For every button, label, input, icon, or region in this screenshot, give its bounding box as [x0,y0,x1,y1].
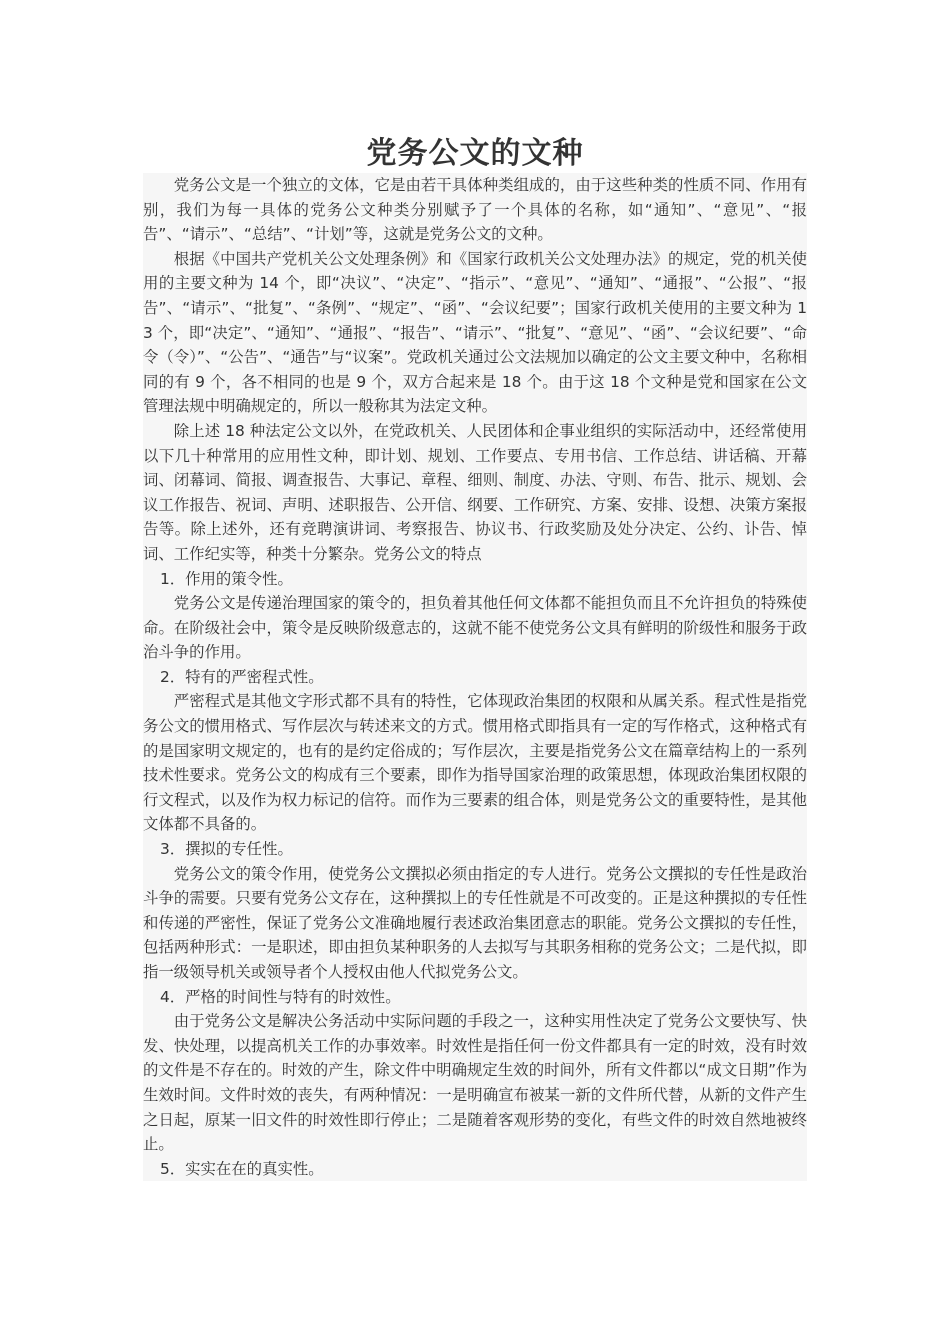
paragraph-section-4: 由于党务公文是解决公务活动中实际问题的手段之一，这种实用性决定了党务公文要快写、快发、快处理，以提高机关工作的办事效率。时效性是指任何一份文件都具有一定的时效，没有时效的文件是不存在的。时效的产生，除文件中明确规定生效的时间外，所有文件都以“成文日期”作为生效时间。文件时效的丧失，有两种情况：一是明确宣布被某一新的文件所代替，从新的文件产生之日起，原某一旧文件的时效性即行停止；二是随着客观形势的变化，有些文件的时效自然地被终止。 [143,1012,807,1154]
section-heading-5: 5．实实在在的真实性。 [159,1159,324,1178]
paragraph-other-genres: 除上述 18 种法定公文以外，在党政机关、人民团体和企事业组织的实际活动中，还经常使用以下几十种常用的应用性文种，即计划、规划、工作要点、专用书信、工作总结、讲话稿、开幕词、闭幕词、简报、调查报告、大事记、章程、细则、制度、办法、守则、布告、批示、规划、会议工作报告、祝词、声明、述职报告、公开信、纲要、工作研究、方案、安排、设想、决策方案报告等。除上述外，还有竞聘演讲词、考察报告、协议书、行政奖励及处分决定、公约、讣告、悼词、工作纪实等，种类十分繁杂。党务公文的特点 [143,421,807,563]
paragraph-section-3: 党务公文的策令作用，使党务公文撰拟必须由指定的专人进行。党务公文撰拟的专任性是政治斗争的需要。只要有党务公文存在，这种撰拟上的专任性就是不可改变的。正是这种撰拟的专任性和传递的严密性，保证了党务公文准确地履行表述政治集团意志的职能。党务公文撰拟的专任性，包括两种形式：一是职述，即由担负某种职务的人去拟写与其职务相称的党务公文；二是代拟，即指一级领导机关或领导者个人授权由他人代拟党务公文。 [143,864,807,981]
paragraph-section-1: 党务公文是传递治理国家的策令的，担负着其他任何文体都不能担负而且不允许担负的特殊使命。在阶级社会中，策令是反映阶级意志的，这就不能不使党务公文具有鲜明的阶级性和服务于政治斗争的作用。 [143,594,807,662]
paragraph-intro: 党务公文是一个独立的文体，它是由若干具体种类组成的，由于这些种类的性质不同、作用有别，我们为每一具体的党务公文种类分别赋予了一个具体的名称，如“通知”、“意见”、“报告”、“请示”、“总结”、“计划”等，这就是党务公文的文种。 [143,176,807,244]
paragraph-section-2: 严密程式是其他文字形式都不具有的特性，它体现政治集团的权限和从属关系。程式性是指党务公文的惯用格式、写作层次与转述来文的方式。惯用格式即指具有一定的写作格式，这种格式有的是国家明文规定的，也有的是约定俗成的；写作层次，主要是指党务公文在篇章结构上的一系列技术性要求。党务公文的构成有三个要素，即作为指导国家治理的政策思想，体现政治集团权限的行文程式，以及作为权力标记的信符。而作为三要素的组合体，则是党务公文的重要特性，是其他文体都不具备的。 [143,692,807,834]
section-heading-4: 4．严格的时间性与特有的时效性。 [159,987,401,1006]
document-body [143,173,807,1181]
paragraph-legal-basis: 根据《中国共产党机关公文处理条例》和《国家行政机关公文处理办法》的规定，党的机关使用的主要文种为 14 个，即“决议”、“决定”、“指示”、“意见”、“通知”、“通报”、“公报”、“报告”、“请示”、“批复”、“条例”、“规定”、“函”、“会议纪要”；国家行政机关使用的主要文种为 13 个，即“决定”、“通知”、“通报”、“报告”、“请示”、“批复”、“意见”、“函”、“会议纪要”、“命令（令）”、“公告”、“通告”与“议案”。党政机关通过公文法规加以确定的公文主要文种中，名称相同的有 9 个，各不相同的也是 9 个，双方合起来是 18 个。由于这 18 个文种是党和国家在公文管理法规中明确规定的，所以一般称其为法定文种。 [143,249,807,416]
section-heading-2: 2．特有的严密程式性。 [159,667,324,686]
section-heading-3: 3．撰拟的专任性。 [159,840,293,859]
section-heading-1: 1．作用的策令性。 [159,569,293,588]
document-title: 党务公文的文种 [366,136,584,171]
